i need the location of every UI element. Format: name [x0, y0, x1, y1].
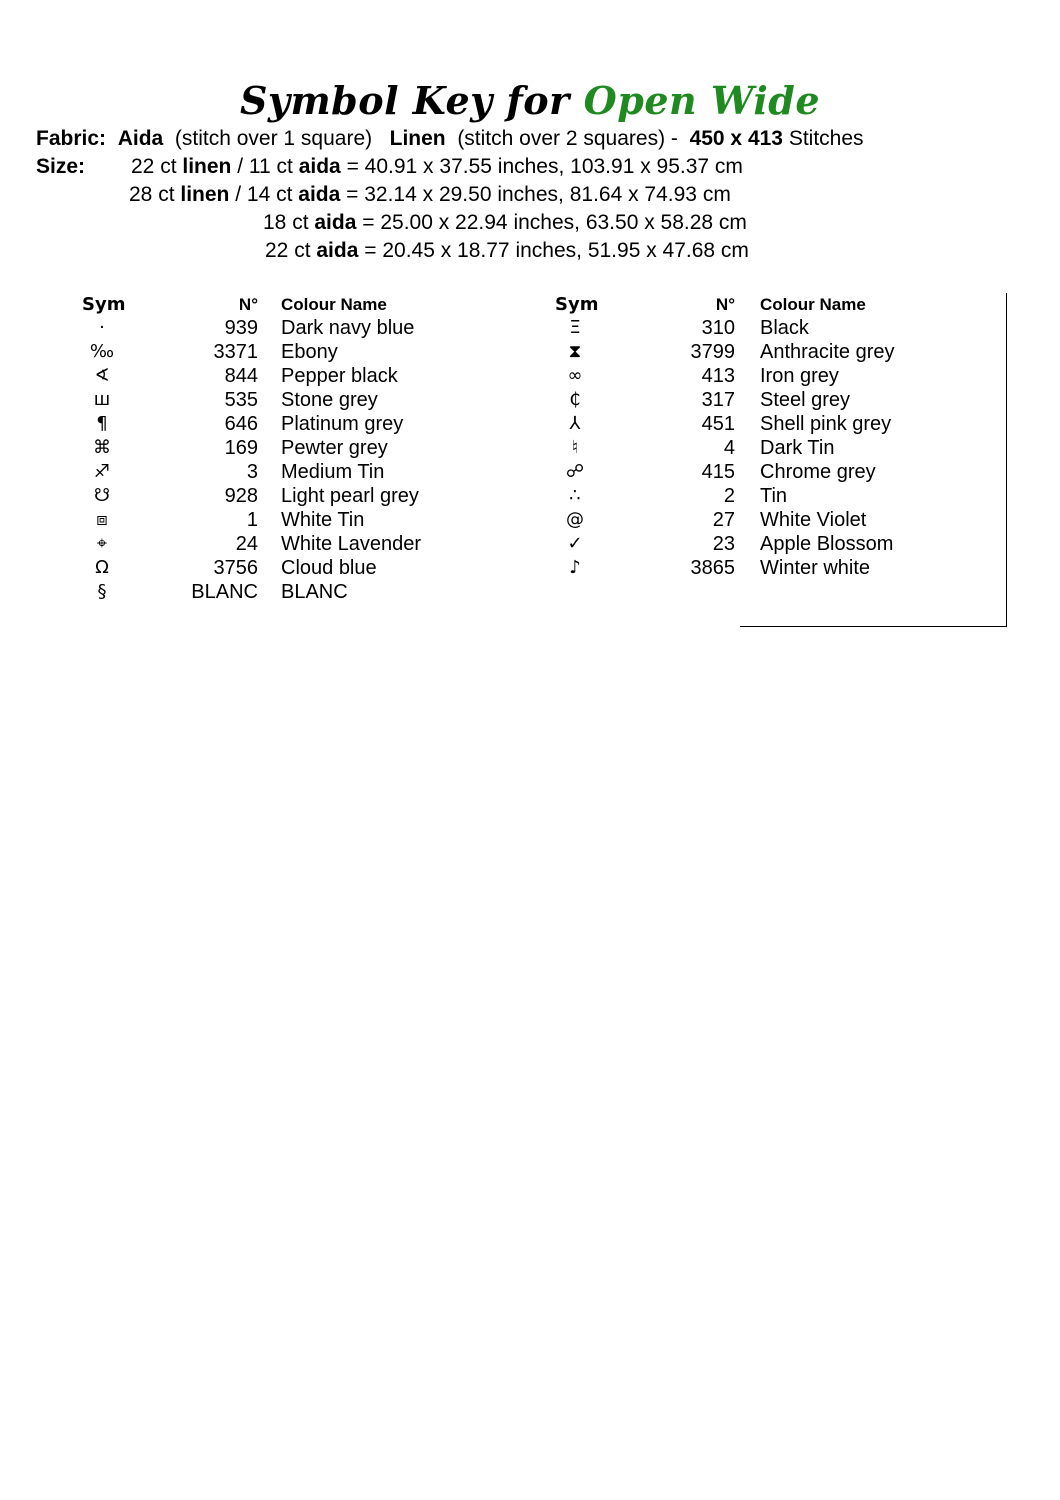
symbol-icon: ⌖: [96, 533, 108, 554]
page-title: [0, 78, 1060, 123]
colour-name: Black: [760, 317, 809, 339]
table-row: [0, 580, 1060, 604]
size-line-b1: aida: [314, 211, 357, 234]
thread-number: 451: [701, 413, 735, 435]
colour-name: White Tin: [281, 509, 365, 531]
header-name: Colour Name: [760, 295, 866, 314]
table-row: [0, 364, 1060, 388]
header-num: N°: [715, 295, 735, 314]
symbol-icon: ♪: [569, 557, 581, 578]
colour-name: White Lavender: [281, 533, 422, 555]
symbol-icon: ш: [93, 389, 111, 410]
size-label: Size:: [36, 155, 86, 178]
symbol-icon: ♐: [93, 461, 111, 482]
thread-number: 939: [224, 317, 258, 339]
size-line-pre: 28 ct: [129, 183, 181, 206]
fabric-aida: Aida: [117, 127, 164, 150]
size-line: [131, 153, 743, 181]
thread-number: 2: [723, 485, 735, 507]
symbol-icon: ∢: [94, 365, 110, 386]
thread-number: BLANC: [191, 581, 258, 603]
thread-number: 535: [224, 389, 258, 411]
symbol-icon: ⧗: [568, 341, 582, 362]
thread-number: 413: [701, 365, 735, 387]
colour-name: Medium Tin: [281, 461, 385, 483]
thread-number: 844: [224, 365, 258, 387]
thread-number: 23: [712, 533, 735, 555]
symbol-icon: ✓: [567, 533, 583, 554]
table-border-bottom: [740, 626, 1007, 627]
symbol-icon: ∞: [567, 365, 583, 386]
colour-name: Anthracite grey: [760, 341, 895, 363]
colour-name: Ebony: [281, 341, 338, 363]
symbol-icon: ☍: [565, 461, 585, 482]
table-header-right: [0, 293, 1060, 317]
table-row: [0, 412, 1060, 436]
colour-name: White Violet: [760, 509, 867, 531]
colour-name: Light pearl grey: [281, 485, 419, 507]
thread-number: 4: [723, 437, 735, 459]
thread-number: 317: [701, 389, 735, 411]
thread-number: 1: [246, 509, 258, 531]
size-line-pre: 22 ct: [265, 239, 317, 262]
colour-name: Platinum grey: [281, 413, 404, 435]
title-prefix: Symbol Key for: [239, 78, 570, 123]
colour-name: Chrome grey: [760, 461, 876, 483]
colour-name: Iron grey: [760, 365, 839, 387]
symbol-icon: ⧈: [96, 509, 108, 530]
size-line-post: = 40.91 x 37.55 inches, 103.91 x 95.37 cm: [340, 155, 743, 178]
thread-number: 27: [712, 509, 735, 531]
colour-name: Apple Blossom: [760, 533, 894, 555]
size-line-post: = 32.14 x 29.50 inches, 81.64 x 74.93 cm: [340, 183, 731, 206]
thread-number: 3371: [213, 341, 258, 363]
symbol-icon: @: [566, 509, 584, 530]
symbol-icon: ₵: [569, 389, 581, 410]
stitch-count: 450 x 413: [689, 127, 783, 150]
thread-number: 169: [224, 437, 258, 459]
header-sym: Sym: [555, 294, 599, 315]
size-line-b2: aida: [298, 155, 341, 178]
symbol-icon: Ω: [95, 557, 109, 578]
size-label-line: [36, 153, 85, 181]
table-row: [0, 316, 1060, 340]
size-line-b1: aida: [316, 239, 359, 262]
symbol-icon: §: [97, 581, 107, 602]
thread-number: 3865: [690, 557, 735, 579]
size-line-pre: 18 ct: [263, 211, 315, 234]
colour-name: Pepper black: [281, 365, 398, 387]
fabric-linen-note: (stitch over 2 squares) -: [457, 127, 678, 150]
colour-name: Steel grey: [760, 389, 851, 411]
colour-name: Shell pink grey: [760, 413, 892, 435]
colour-name: Cloud blue: [281, 557, 377, 579]
colour-name: BLANC: [281, 581, 348, 603]
size-line-b2: aida: [298, 183, 341, 206]
size-line-mid: / 11 ct: [231, 155, 299, 178]
thread-number: 3: [246, 461, 258, 483]
table-row: [0, 508, 1060, 532]
symbol-icon: ☋: [94, 485, 110, 506]
symbol-icon: ♮: [571, 437, 579, 458]
table-border-right: [1006, 293, 1007, 627]
table-row: [0, 532, 1060, 556]
colour-name: Dark Tin: [760, 437, 835, 459]
header-sym: Sym: [82, 294, 126, 315]
symbol-icon: Ξ: [569, 317, 581, 338]
size-line-b1: linen: [182, 155, 232, 178]
colour-name: Stone grey: [281, 389, 378, 411]
symbol-icon: ⅄: [569, 413, 581, 434]
thread-number: 928: [224, 485, 258, 507]
symbol-icon: ·: [99, 317, 105, 338]
symbol-icon: ¶: [96, 413, 108, 434]
thread-number: 646: [224, 413, 258, 435]
size-line: [129, 181, 731, 209]
size-line-pre: 22 ct: [131, 155, 183, 178]
thread-number: 415: [701, 461, 735, 483]
colour-name: Pewter grey: [281, 437, 388, 459]
table-row: [0, 388, 1060, 412]
size-line-post: = 25.00 x 22.94 inches, 63.50 x 58.28 cm: [356, 211, 747, 234]
size-line-post: = 20.45 x 18.77 inches, 51.95 x 47.68 cm: [358, 239, 749, 262]
thread-number: 3756: [213, 557, 258, 579]
thread-number: 310: [701, 317, 735, 339]
colour-name: Dark navy blue: [281, 317, 415, 339]
pattern-name: Open Wide: [583, 78, 821, 123]
fabric-linen: Linen: [389, 127, 446, 150]
header-name: Colour Name: [281, 295, 387, 314]
colour-name: Tin: [760, 485, 788, 507]
table-row: [0, 436, 1060, 460]
fabric-line: [36, 125, 864, 153]
thread-number: 24: [235, 533, 258, 555]
colour-name: Winter white: [760, 557, 871, 579]
size-line: [263, 209, 747, 237]
size-line-b1: linen: [180, 183, 230, 206]
size-line: [265, 237, 749, 265]
table-row: [0, 484, 1060, 508]
fabric-aida-note: (stitch over 1 square): [174, 127, 373, 150]
symbol-icon: ∴: [569, 485, 581, 506]
stitch-suffix: Stitches: [788, 127, 864, 150]
thread-number: 3799: [690, 341, 735, 363]
size-line-mid: / 14 ct: [229, 183, 299, 206]
table-row: [0, 556, 1060, 580]
symbol-icon: ‰: [89, 341, 115, 362]
table-row: [0, 340, 1060, 364]
symbol-icon: ⌘: [93, 437, 111, 458]
fabric-label: Fabric:: [36, 127, 107, 150]
table-row: [0, 460, 1060, 484]
header-num: N°: [238, 295, 258, 314]
